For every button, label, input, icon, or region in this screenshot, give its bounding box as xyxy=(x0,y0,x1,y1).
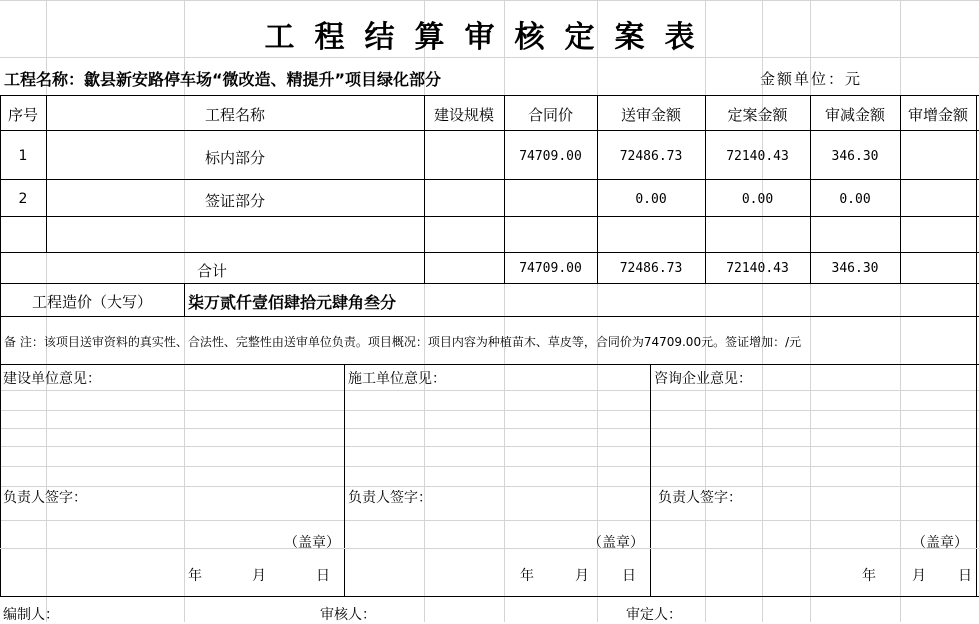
col-header-contract: 合同价 xyxy=(527,106,573,124)
col-header-name: 工程名称 xyxy=(204,106,265,124)
date-month: 月 xyxy=(575,568,589,584)
col-header-approved: 定案金额 xyxy=(727,106,788,124)
seal-label: （盖章） xyxy=(588,535,644,551)
row-approved: 72140.43 xyxy=(726,149,789,164)
total-approved: 72140.43 xyxy=(726,261,789,276)
row-approved: 0.00 xyxy=(741,192,774,207)
total-submitted: 72486.73 xyxy=(619,261,683,276)
opinion-title: 咨询企业意见： xyxy=(654,371,752,387)
signature-label: 负责人签字： xyxy=(348,490,432,506)
row-no: 1 xyxy=(18,148,28,164)
row-reduced: 0.00 xyxy=(839,192,871,207)
total-reduced: 346.30 xyxy=(831,261,879,276)
row-no: 2 xyxy=(18,191,28,207)
row-submitted: 0.00 xyxy=(635,192,667,207)
col-header-scale: 建设规模 xyxy=(433,106,494,124)
col-header-reduced: 审减金额 xyxy=(824,106,885,124)
col-header-no: 序号 xyxy=(7,106,38,124)
seal-label: （盖章） xyxy=(284,535,340,551)
date-year: 年 xyxy=(862,568,876,584)
footer-approver: 审定人： xyxy=(626,607,682,623)
currency-unit: 金额单位：元 xyxy=(760,70,863,88)
date-day: 日 xyxy=(316,568,330,584)
opinion-title: 建设单位意见： xyxy=(3,371,101,387)
date-month: 月 xyxy=(912,568,926,584)
page-title: 工程结算审核定案表 xyxy=(264,20,715,55)
total-label: 合计 xyxy=(196,262,227,280)
date-year: 年 xyxy=(520,568,534,584)
cost-in-words: 柒万贰仟壹佰肆拾元肆角叁分 xyxy=(188,293,397,312)
signature-label: 负责人签字： xyxy=(3,490,87,506)
col-header-submitted: 送审金额 xyxy=(620,106,681,124)
footer-compiler: 编制人： xyxy=(3,607,59,623)
date-day: 日 xyxy=(622,568,636,584)
date-day: 日 xyxy=(958,568,972,584)
row-name: 标内部分 xyxy=(204,149,265,167)
date-year: 年 xyxy=(188,568,202,584)
row-submitted: 72486.73 xyxy=(619,149,683,164)
row-contract: 74709.00 xyxy=(519,149,582,164)
row-name: 签证部分 xyxy=(204,192,265,210)
seal-label: （盖章） xyxy=(912,535,968,551)
row-reduced: 346.30 xyxy=(831,149,879,164)
total-contract: 74709.00 xyxy=(519,261,582,276)
signature-label: 负责人签字： xyxy=(658,490,742,506)
date-month: 月 xyxy=(252,568,266,584)
remark-text: 备 注：该项目送审资料的真实性、合法性、完整性由送审单位负责。项目概况：项目内容为种植苗木、草皮等，合同价为74709.00元。签证增加：/元 xyxy=(4,335,802,349)
opinion-title: 施工单位意见： xyxy=(348,371,446,387)
footer-reviewer: 审核人： xyxy=(320,607,376,623)
col-header-increased: 审增金额 xyxy=(907,106,968,124)
cost-label: 工程造价（大写） xyxy=(31,293,152,311)
project-name: 工程名称：歙县新安路停车场“微改造、精提升”项目绿化部分 xyxy=(4,70,442,89)
